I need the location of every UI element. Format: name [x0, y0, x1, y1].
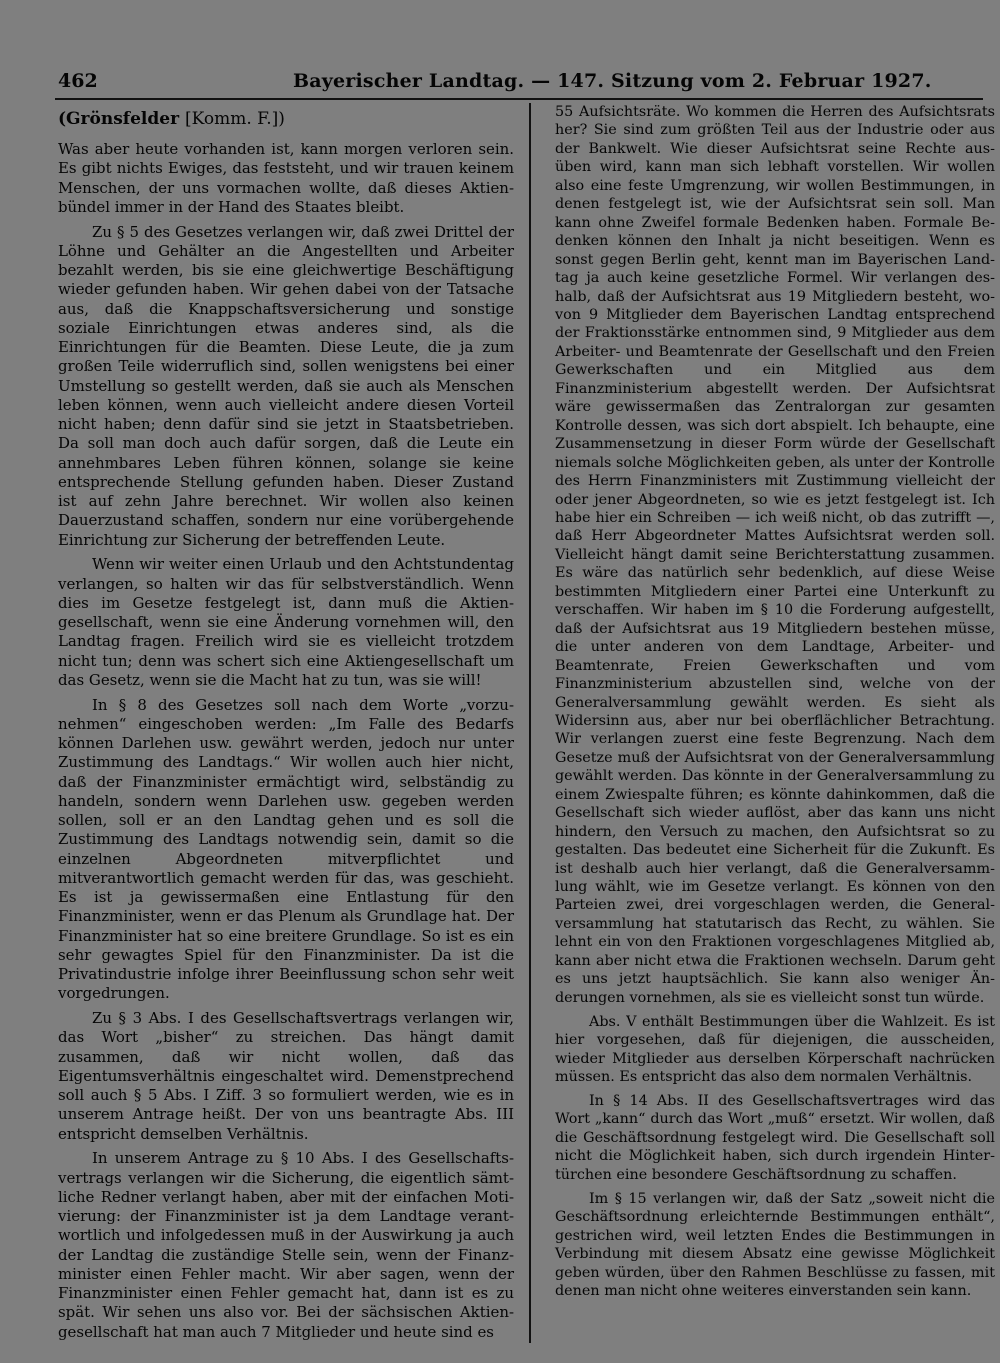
header-rule — [55, 98, 983, 100]
paragraph: In § 14 Abs. II des Gesellschaftsvertrages wird das Wort „kann“ durch das Wort „muß“ ersetzt. Wir wollen, daß die Geschäftsordnung festgelegt wird. Die Gesellschaft soll nicht die Möglichkeit haben, sich durch irgendein Hintertürchen eine besondere Geschäftsordnung zu schaffen. — [555, 1093, 995, 1183]
paragraph: Zu § 5 des Gesetzes verlangen wir, daß zwei Drittel der Löhne und Gehälter an die Angestellten und Arbeiter bezahlt werden, bis sie eine gleichwertige Beschäftigung wieder gefunden haben. Wir gehen dabei von der Tatsache aus, daß die Knappschaftsversicherung und sonstige soziale Einrichtungen etwas anderes sind, als die Einrichtungen für die Beamten. Diese Leute, die ja zum großen Teile widerruflich sind, sollen wenigstens bei einer Umstellung so gestellt werden, daß sie auch als Menschen leben können, wenn auch vielleicht andere diesen Vorteil nicht haben; denn dafür sind sie jetzt in Staatsbetrieben. Da soll man doch auch dafür sorgen, daß die Leute ein annehmbares Leben führen können, solange sie keine entsprechende Stellung gefunden haben. Dieser Zustand ist auf zehn Jahre berechnet. Wir wollen also keinen Dauerzustand schaffen, sondern nur eine vorübergehende Einrichtung zur Sicherung der betreffenden Leute. — [58, 222, 514, 549]
paragraph: 55 Aufsichtsräte. Wo kommen die Herren des Aufsichtsrats her? Sie sind zum größten Teil aus der Industrie oder aus der Bankwelt. Wie dieser Aufsichtsrat seine Rechte ausüben wird, kann man sich lebhaft vorstellen. Wir wollen also eine feste Umgrenzung, wir wollen Bestimmungen, in denen festgelegt ist, wie der Aufsichtsrat sein soll. Man kann ohne Zweifel formale Bedenken haben. Formale Bedenken können den Inhalt ja nicht beseitigen. Wenn es sonst gegen Berlin geht, kennt man im Bayerischen Landtag ja auch keine gesetzliche Formel. Wir verlangen deshalb, daß der Aufsichtsrat aus 19 Mitgliedern besteht, wovon 9 Mitglieder dem Bayerischen Landtag entsprechend der Fraktionsstärke entnommen sind, 9 Mitglieder aus dem Arbeiter- und Beamtenrate der Gesellschaft und den Freien Gewerkschaften und ein Mitglied aus dem Finanzministerium abgestellt werden. Der Aufsichtsrat wäre gewissermaßen das Zentralorgan zur gesamten Kontrolle dessen, was sich dort abspielt. Ich behaupte, eine Zusammensetzung in dieser Form würde der Gesellschaft niemals solche Möglichkeiten geben, als unter der Kontrolle des Herrn Finanzministers mit Zustimmung vielleicht der oder jener Abgeordneten, so wie es jetzt festgelegt ist. Ich habe hier ein Schreiben — ich weiß nicht, ob das zutrifft —, daß Herr Abgeordneter Mattes Aufsichtsrat werden soll. Vielleicht hängt damit seine Berichterstattung zusammen. Es wäre das natürlich sehr bedenklich, auf diese Weise bestimmten Mitgliedern einer Partei eine Unterkunft zu verschaffen. Wir haben im § 10 die Forderung aufgestellt, daß der Aufsichtsrat aus 19 Mitgliedern bestehen müsse, die unter anderen von dem Landtage, Arbeiter- und Beamtenrate, Freien Gewerkschaften und vom Finanzministerium abzustellen sind, welche von der Generalversammlung gewählt werden. Es sieht als Widersinn aus, aber nur bei oberflächlicher Betrachtung. Wir verlangen zuerst eine feste Begrenzung. Nach dem Gesetze muß der Aufsichtsrat von der Generalversammlung gewählt werden. Das könnte in der Generalversammlung zu einem Zwiespalte führen; es könnte dahinkommen, daß die Gesellschaft sich wieder auflöst, aber das kann uns nicht hindern, den Versuch zu machen, den Aufsichtsrat so zu gestalten. Das bedeutet eine Sicherheit für die Zukunft. Es ist deshalb auch hier verlangt, daß die Generalversammlung wählt, wie im Gesetze verlangt. Es können von den Parteien zwei, drei vorgeschlagen werden, die Generalversammlung hat statutarisch das Recht, zu wählen. Sie lehnt ein von den Fraktionen vorgeschlagenes Mitglied ab, kann aber nicht etwa die Fraktionen wechseln. Darum geht es uns jetzt hauptsächlich. Sie kann also weniger Änderungen vornehmen, als sie es vielleicht sonst tun würde. — [555, 104, 995, 1006]
speaker-heading — [58, 108, 514, 130]
paragraph: Im § 15 verlangen wir, daß der Satz „soweit nicht die Geschäftsordnung erleichternde Bestimmungen enthält“, gestrichen wird, weil letzten Endes die Bestimmungen in Verbindung mit diesem Absatz eine gewisse Möglichkeit geben würden, über den Rahmen Beschlüsse zu fassen, mit denen man nicht ohne weiteres einverstanden sein kann. — [555, 1190, 995, 1300]
paragraph: Wenn wir weiter einen Urlaub und den Achtstundentag verlangen, so halten wir das für selbstverständlich. Wenn dies im Gesetze festgelegt ist, dann muß die Aktiengesellschaft, wenn sie eine Änderung vornehmen will, den Landtag fragen. Freilich wird sie es vielleicht trotzdem nicht tun; denn was schert sich eine Aktiengesellschaft um das Gesetz, wenn sie die Macht hat zu tun, was sie will! — [58, 555, 514, 689]
paragraph: Abs. V enthält Bestimmungen über die Wahlzeit. Es ist hier vorgesehen, daß für diejenigen, die ausscheiden, wieder Mitglieder aus derselben Körperschaft nachrücken müssen. Es entspricht das also dem normalen Verhältnis. — [555, 1013, 995, 1086]
paragraph: In unserem Antrage zu § 10 Abs. I des Gesellschaftsvertrags verlangen wir die Sicherung, die eigentlich sämtliche Redner verlangt haben, aber mit der einfachen Motivierung: der Finanzminister ist ja dem Landtage verantwortlich und infolgedessen muß in der Auswirkung ja auch der Landtag die zuständige Stelle sein, wenn der Finanzminister einen Fehler macht. Wir aber sagen, wenn der Finanzminister einen Fehler gemacht hat, dann ist es zu spät. Wir sehen uns also vor. Bei der sächsischen Aktiengesellschaft hat man auch 7 Mitglieder und heute sind es — [58, 1149, 514, 1341]
paragraph: Was aber heute vorhanden ist, kann morgen verloren sein. Es gibt nichts Ewiges, das feststeht, und wir trauen keinem Menschen, der uns vormachen wollte, daß dieses Aktienbündel immer in der Hand des Staates bleibt. — [58, 140, 514, 216]
column-divider — [529, 103, 531, 1343]
right-column — [555, 103, 995, 1306]
speaker-party: [Komm. F.]) — [184, 109, 285, 129]
paragraph: Zu § 3 Abs. I des Gesellschaftsvertrags verlangen wir, das Wort „bisher“ zu streichen. Das hängt damit zusammen, daß wir nicht wollen, daß das Eigentumsverhältnis eingeschaltet wird. Demenstprechend soll auch § 5 Abs. I Ziff. 3 so formuliert werden, wie es in unserem Antrage heißt. Der von uns beantragte Abs. III entspricht demselben Verhältnis. — [58, 1009, 514, 1143]
speaker-name: (Grönsfelder — [58, 109, 180, 129]
left-column — [58, 108, 514, 1347]
running-title: Bayerischer Landtag. — 147. Sitzung vom 2. Februar 1927. — [293, 70, 932, 92]
page-header — [55, 70, 975, 94]
page-number: 462 — [58, 70, 98, 92]
paragraph: In § 8 des Gesetzes soll nach dem Worte „vorzunehmen“ eingeschoben werden: „Im Falle des Bedarfs können Darlehen usw. gewährt werden, jedoch nur unter Zustimmung des Landtags.“ Wir wollen auch hier nicht, daß der Finanzminister ermächtigt wird, selbständig zu handeln, sondern wenn Darlehen usw. gegeben werden sollen, soll er an den Landtag gehen und es soll die Zustimmung des Landtags notwendig sein, damit so die einzelnen Abgeordneten mitverpflichtet und mitverantwortlich gemacht werden für das, was geschieht. Es ist ja gewissermaßen eine Entlastung für den Finanzminister, wenn er das Plenum als Grundlage hat. Der Finanzminister hat so eine breitere Grundlage. So ist es ein sehr gewagtes Spiel für den Finanzminister. Da ist die Privatindustrie infolge ihrer Beeinflussung schon sehr weit vorgedrungen. — [58, 695, 514, 1003]
